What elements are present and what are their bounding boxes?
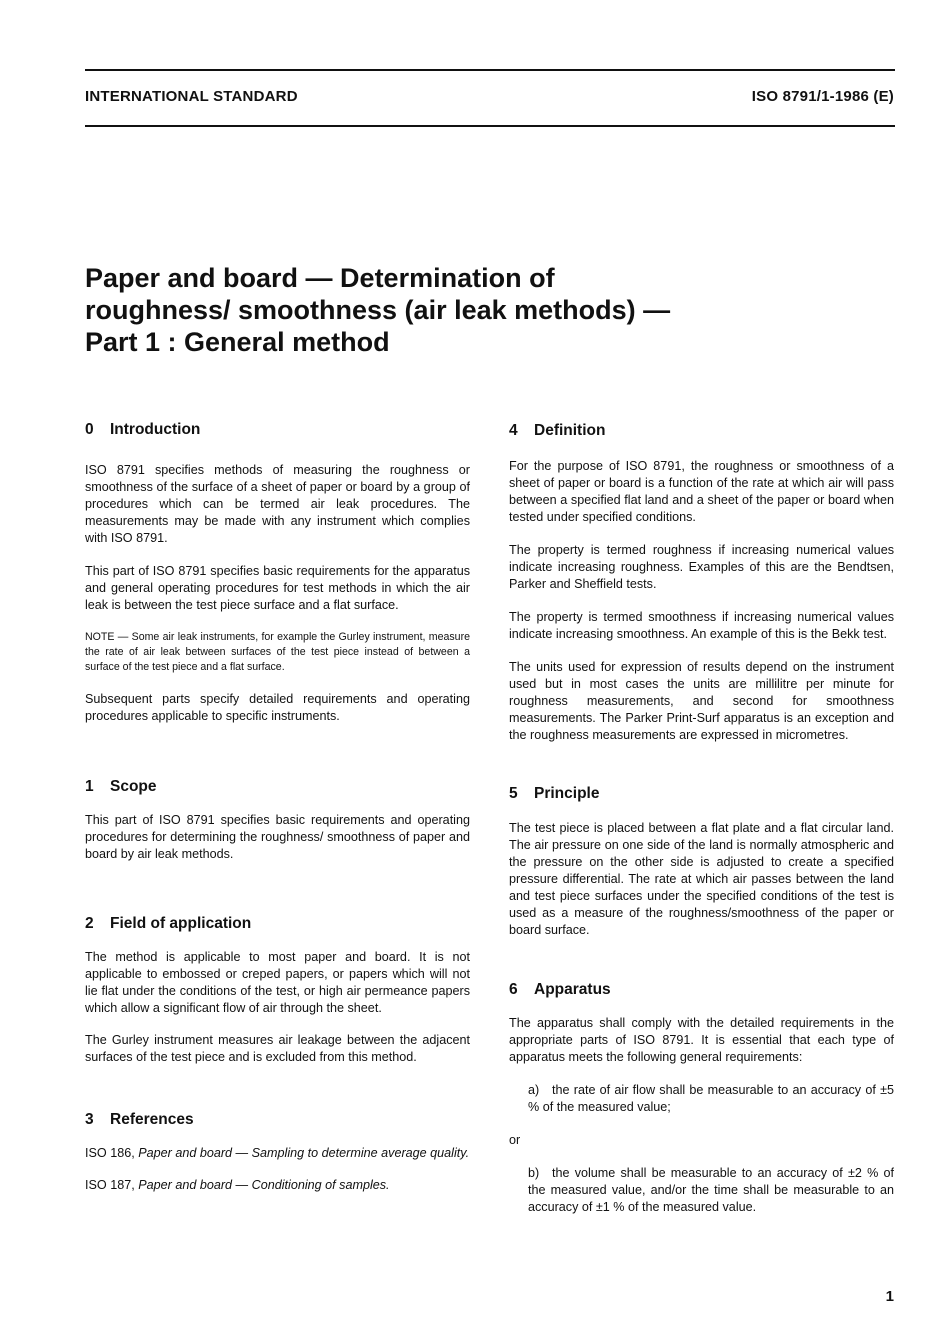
left-column bbox=[85, 420, 470, 1194]
intro-paragraph-3: Subsequent parts specify detailed requirements and operating procedures applicable to specific instruments. bbox=[85, 692, 470, 723]
title-line-2: roughness/ smoothness (air leak methods) — bbox=[85, 295, 671, 325]
apparatus-paragraph: The apparatus shall comply with the detailed requirements in the appropriate parts of ISO 8791. It is essential that each type of apparatus meets the following general requirements: bbox=[509, 1016, 894, 1064]
section-heading-apparatus: 6 Apparatus bbox=[509, 981, 611, 998]
definition-paragraph-1: For the purpose of ISO 8791, the roughness or smoothness of a sheet of paper or board is a function of the rate at which air will pass between a specified flat land and a sheet of the paper or board when tested under specified conditions. bbox=[509, 459, 894, 524]
intro-paragraph-1: ISO 8791 specifies methods of measuring the roughness or smoothness of the surface of a sheet of paper or board by a group of procedures which can be termed air leak procedures. The measurements may be made with any instrument which complies with ISO 8791. bbox=[85, 463, 470, 545]
section-heading-definition: 4 Definition bbox=[509, 422, 606, 439]
document-type-label: INTERNATIONAL STANDARD bbox=[85, 88, 298, 105]
intro-note: NOTE — Some air leak instruments, for example the Gurley instrument, measure the rate of air leak between surfaces of the test piece instead of between a surface of the test piece and a flat surface. bbox=[85, 631, 470, 673]
section-heading-references: 3 References bbox=[85, 1111, 194, 1128]
apparatus-or: or bbox=[509, 1133, 521, 1147]
definition-paragraph-3: The property is termed smoothness if increasing numerical values indicate increasing smoothness. An example of this is the Bekk test. bbox=[509, 610, 894, 641]
standard-number-label: ISO 8791/1-1986 (E) bbox=[751, 88, 894, 105]
section-heading-introduction: 0 Introduction bbox=[85, 421, 201, 438]
section-heading-principle: 5 Principle bbox=[509, 785, 600, 802]
field-paragraph-1: The method is applicable to most paper and board. It is not applicable to embossed or creped papers, or papers which will not lie flat under the conditions of the test, or high air permeance papers which allow a significant flow of air through the sheet. bbox=[85, 950, 470, 1015]
reference-item-2: ISO 187, Paper and board — Conditioning of samples. bbox=[85, 1178, 390, 1192]
title-line-3: Part 1 : General method bbox=[85, 327, 390, 357]
right-column bbox=[509, 420, 894, 1216]
apparatus-requirement-b: b) the volume shall be measurable to an accuracy of ±2 % of the measured value, and/or the time shall be measurable to an accuracy of ±1 % of the measured value. bbox=[528, 1166, 894, 1214]
document-title bbox=[85, 262, 865, 358]
apparatus-requirement-a: a) the rate of air flow shall be measurable to an accuracy of ±5 % of the measured value; bbox=[528, 1083, 894, 1114]
intro-paragraph-2: This part of ISO 8791 specifies basic requirements for the apparatus and general operating procedures for test methods in which the air leak is between the test piece surface and a flat surface. bbox=[85, 564, 470, 612]
field-paragraph-2: The Gurley instrument measures air leakage between the adjacent surfaces of the test piece and is excluded from this method. bbox=[85, 1033, 470, 1064]
principle-paragraph: The test piece is placed between a flat plate and a flat circular land. The air pressure on one side of the land is normally atmospheric and the pressure on the other side is adjusted to create a specified pressure differential. The rate at which air passes between the land and test piece surfaces under the specified conditions of the test is used as a measure of the roughness/smoothness of the paper or board surface. bbox=[509, 821, 894, 937]
reference-item-1: ISO 186, Paper and board — Sampling to determine average quality. bbox=[85, 1146, 470, 1160]
header-top-rule bbox=[85, 69, 895, 71]
header-bottom-rule bbox=[85, 125, 895, 127]
section-heading-field-of-application: 2 Field of application bbox=[85, 915, 252, 932]
definition-paragraph-2: The property is termed roughness if increasing numerical values indicate increasing roughness. Examples of this are the Bendtsen, Parker and Sheffield tests. bbox=[509, 543, 894, 591]
title-line-1: Paper and board — Determination of bbox=[85, 263, 555, 293]
definition-paragraph-4: The units used for expression of results depend on the instrument used but in most cases the units are millilitre per minute for roughness measurements, and second for smoothness measurements. The Parker Print-Surf apparatus is an exception and the roughness measurements are expressed in micrometres. bbox=[509, 660, 894, 742]
page-number: 1 bbox=[885, 1288, 894, 1305]
section-heading-scope: 1 Scope bbox=[85, 778, 157, 795]
scope-paragraph: This part of ISO 8791 specifies basic requirements and operating procedures for determining the roughness/ smoothness of paper and board by air leak methods. bbox=[85, 813, 470, 861]
